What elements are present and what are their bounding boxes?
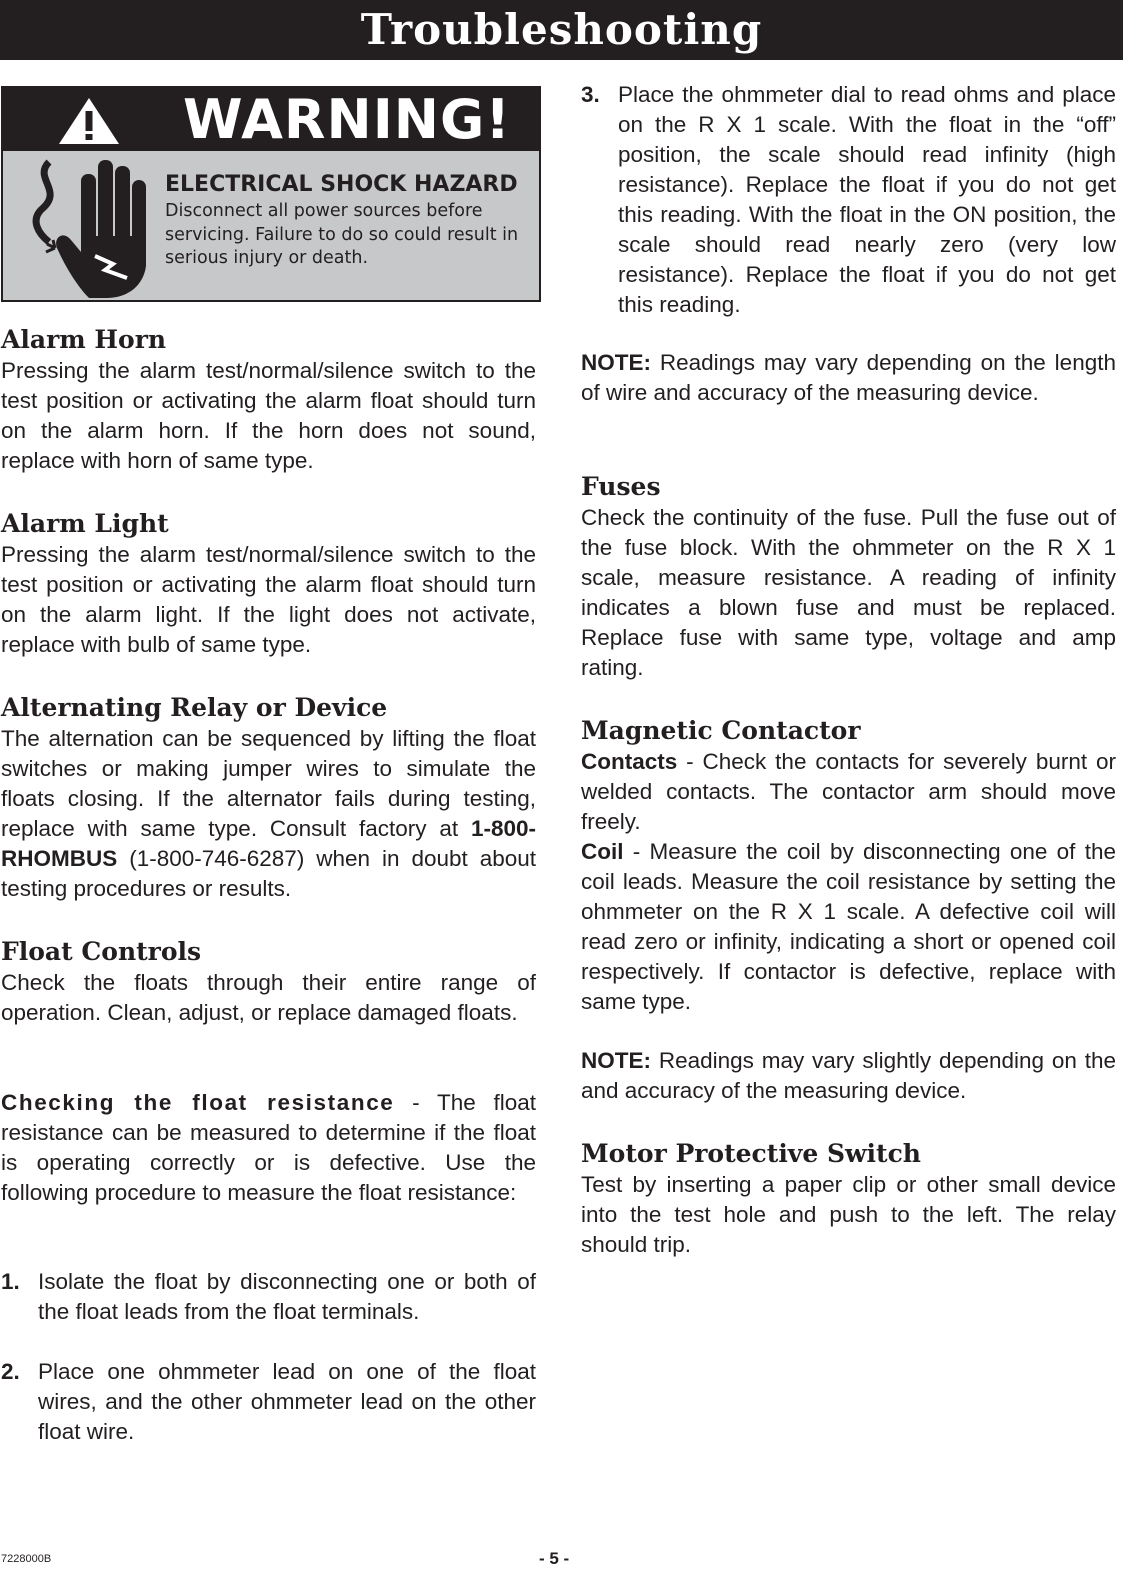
float-controls-heading: Float Controls (1, 937, 202, 966)
warning-header (3, 88, 539, 151)
alarm-light-text: Pressing the alarm test/normal/silence switch to the test position or activating the alarm float should turn on the alarm light. If the light does not activate, replace with bulb of same type. (1, 542, 536, 657)
page-number: - 5 - (539, 1549, 570, 1568)
float-resistance-label: Checking the float resistance (1, 1090, 395, 1115)
fuses-heading: Fuses (581, 472, 661, 501)
step-text: Isolate the float by disconnecting one or both of the float leads from the float terminals. (38, 1269, 536, 1324)
float-resistance-text (1, 1088, 536, 1208)
procedure-step-2 (1, 1357, 536, 1447)
alternating-relay-text (1, 724, 536, 904)
note-label: NOTE: (581, 1048, 651, 1073)
note-text: Readings may vary depending on the length of wire and accuracy of the measuring device. (581, 350, 1116, 405)
contactor-note (581, 1046, 1116, 1106)
step-text: Place the ohmmeter dial to read ohms and place on the R X 1 scale. With the float in the “off” position, the scale should read infinity (high resistance). Replace the float if you do not get this reading. With the float in the ON position, the scale should read nearly zero (very low resistance). Replace the float if you do not get this reading. (618, 82, 1116, 317)
procedure-step-1 (1, 1267, 536, 1327)
hazard-text: Disconnect all power sources before servicing. Failure to do so could result in serious injury or death. (165, 201, 519, 268)
note-text: Readings may vary slightly depending on the and accuracy of the measuring device. (581, 1048, 1116, 1103)
step-number: 3. (581, 82, 600, 107)
contacts-description: - Check the contacts for severely burnt or welded contacts. The contactor arm should move freely. (581, 749, 1116, 834)
alarm-horn-text: Pressing the alarm test/normal/silence switch to the test position or activating the alarm float should turn on the alarm horn. If the horn does not sound, replace with horn of same type. (1, 358, 536, 473)
fuses-text: Check the continuity of the fuse. Pull the fuse out of the fuse block. With the ohmmeter on the R X 1 scale, measure resistance. A reading of infinity indicates a blown fuse and must be replaced. Replace fuse with same type, voltage and amp rating. (581, 505, 1116, 680)
motor-protective-switch-text: Test by inserting a paper clip or other small device into the test hole and push to the left. The relay should trip. (581, 1172, 1116, 1257)
float-note (581, 348, 1116, 408)
magnetic-contactor-heading: Magnetic Contactor (581, 716, 861, 745)
page-title: Troubleshooting (0, 0, 1123, 60)
contacts-text (581, 747, 1116, 837)
warning-triangle-icon (57, 96, 121, 146)
step-text: Place one ohmmeter lead on one of the float wires, and the other ohmmeter lead on the other float wire. (38, 1359, 536, 1444)
alarm-light-heading: Alarm Light (1, 509, 169, 538)
coil-text (581, 837, 1116, 1017)
coil-description: - Measure the coil by disconnecting one of the coil leads. Measure the coil resistance by setting the ohmmeter on the R X 1 scale. A defective coil will read zero or infinity, indicating a short or opened coil respectively. If contactor is defective, replace with same type. (581, 839, 1116, 1014)
motor-protective-switch-heading: Motor Protective Switch (581, 1139, 921, 1168)
procedure-step-3 (581, 80, 1116, 320)
electrical-shock-hand-icon (29, 156, 159, 298)
alternating-relay-heading: Alternating Relay or Device (1, 693, 388, 722)
step-number: 1. (1, 1269, 20, 1294)
float-resistance-description: - The float resistance can be measured to determine if the float is operating correctly or is defective. Use the following procedure to measure the float resistance: (1, 1090, 537, 1205)
factory-phone: 1-800-RHOMBUS (1, 816, 536, 871)
alternating-relay-text-part: (1-800-746-6287) when in doubt about testing procedures or results. (1, 846, 536, 901)
step-number: 2. (1, 1359, 20, 1384)
note-label: NOTE: (581, 350, 651, 375)
hazard-title: ELECTRICAL SHOCK HAZARD (165, 172, 518, 197)
alternating-relay-text-part: The alternation can be sequenced by lifting the float switches or making jumper wires to simulate the floats closing. If the alternator fails during testing, replace with same type. Consult factory at (1, 726, 536, 841)
float-controls-text: Check the floats through their entire range of operation. Clean, adjust, or replace damaged floats. (1, 970, 536, 1025)
contacts-label: Contacts (581, 749, 678, 774)
document-code: 7228000B (1, 1553, 52, 1565)
alarm-horn-heading: Alarm Horn (1, 325, 167, 354)
warning-label (1, 86, 541, 302)
warning-heading: WARNING! (183, 88, 511, 151)
coil-label: Coil (581, 839, 624, 864)
